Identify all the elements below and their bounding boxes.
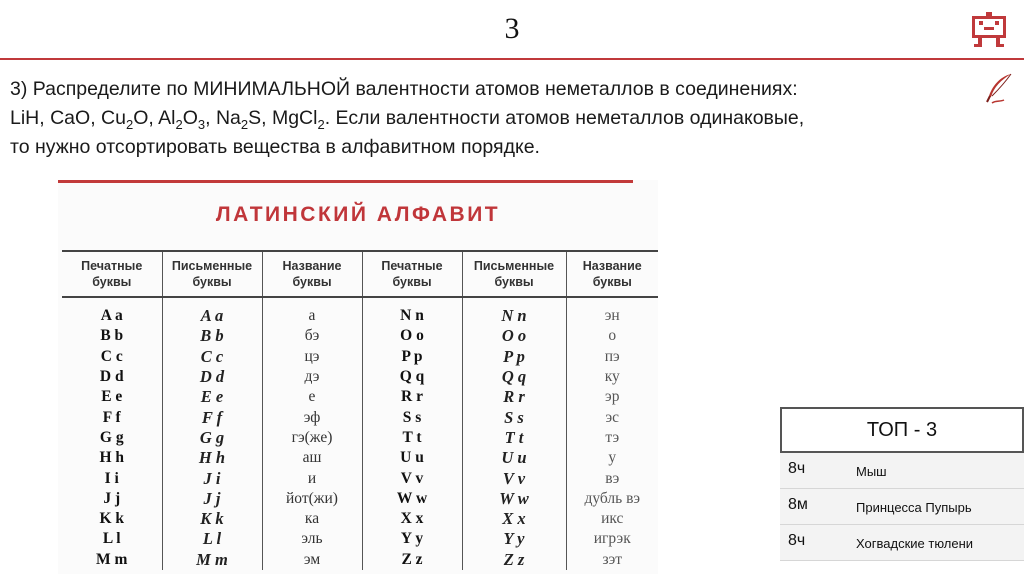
alphabet-row (62, 550, 658, 570)
letter-name: эн (566, 297, 658, 326)
written-letter: J i (162, 468, 262, 488)
letter-name: бэ (262, 326, 362, 346)
printed-letter: K k (99, 510, 125, 528)
written-letter: A a (162, 297, 262, 326)
written-letter: B b (162, 326, 262, 346)
letter-name: цэ (262, 347, 362, 367)
task-text (10, 75, 970, 162)
printed-letter: F f (102, 408, 121, 426)
alphabet-row (62, 387, 658, 407)
written-letter: T t (462, 428, 566, 448)
top3-name: Принцесса Пупырь (856, 500, 972, 515)
written-letter: N n (462, 297, 566, 326)
printed-letter: B b (100, 327, 124, 345)
letter-name: ку (566, 367, 658, 387)
printed-letter: N n (362, 297, 462, 326)
printed-letter: G g (99, 428, 124, 446)
latin-alphabet-image (58, 180, 658, 574)
letter-name: о (566, 326, 658, 346)
printed-letter: W w (362, 489, 462, 509)
written-letter: X x (462, 509, 566, 529)
alphabet-row (62, 347, 658, 367)
printed-letter: A a (100, 307, 123, 325)
printed-letter: Z z (362, 550, 462, 570)
printed-letter: Q q (362, 367, 462, 387)
alphabet-row (62, 509, 658, 529)
letter-name: йот(жи) (262, 489, 362, 509)
alphabet-header-row (62, 251, 658, 297)
letter-name: икс (566, 509, 658, 529)
letter-name: игрэк (566, 529, 658, 549)
printed-letter: H h (99, 449, 125, 467)
written-letter: S s (462, 407, 566, 427)
written-letter: Z z (462, 550, 566, 570)
top3-name: Мыш (856, 464, 887, 479)
letter-name: пэ (566, 347, 658, 367)
quill-pen-icon (984, 72, 1014, 104)
alphabet-table (62, 250, 658, 570)
task-line-1: 3) Распределите по МИНИМАЛЬНОЙ валентности атомов неметаллов в соединениях: (10, 78, 798, 100)
printed-letter: L l (102, 530, 121, 548)
alphabet-row (62, 489, 658, 509)
letter-name: дэ (262, 367, 362, 387)
printed-letter: T t (362, 428, 462, 448)
pixel-robot-icon (972, 12, 1006, 50)
alphabet-row (62, 407, 658, 427)
alphabet-row (62, 326, 658, 346)
written-letter: R r (462, 387, 566, 407)
letter-name: аш (262, 448, 362, 468)
slide-number: 3 (504, 12, 520, 45)
written-letter: K k (162, 509, 262, 529)
printed-letter: R r (362, 387, 462, 407)
printed-letter: M m (96, 550, 128, 568)
header-printed: Печатные буквы (62, 251, 162, 297)
header-written-2: Письменные буквы (462, 251, 566, 297)
printed-letter: Y y (362, 529, 462, 549)
written-letter: L l (162, 529, 262, 549)
letter-name: и (262, 468, 362, 488)
letter-name: ка (262, 509, 362, 529)
letter-name: зэт (566, 550, 658, 570)
printed-letter: C c (100, 347, 123, 365)
written-letter: Y y (462, 529, 566, 549)
letter-name: эм (262, 550, 362, 570)
alphabet-row (62, 468, 658, 488)
written-letter: C c (162, 347, 262, 367)
written-letter: O o (462, 326, 566, 346)
letter-name: дубль вэ (566, 489, 658, 509)
task-line-3: то нужно отсортировать вещества в алфавитном порядке. (10, 136, 540, 158)
alphabet-row (62, 428, 658, 448)
letter-name: у (566, 448, 658, 468)
letter-name: а (262, 297, 362, 326)
printed-letter: I i (104, 469, 119, 487)
alphabet-row (62, 529, 658, 549)
header-printed-2: Печатные буквы (362, 251, 462, 297)
letter-name: эль (262, 529, 362, 549)
written-letter: E e (162, 387, 262, 407)
top3-row (780, 453, 1024, 489)
top3-row (780, 525, 1024, 561)
written-letter: F f (162, 407, 262, 427)
top3-name: Хогвадские тюлени (856, 536, 974, 551)
alphabet-row (62, 297, 658, 326)
header-written: Письменные буквы (162, 251, 262, 297)
alphabet-top-line (58, 180, 633, 183)
letter-name: эф (262, 407, 362, 427)
written-letter: H h (162, 448, 262, 468)
top3-title: ТОП - 3 (780, 407, 1024, 453)
top3-panel (780, 407, 1024, 561)
printed-letter: X x (362, 509, 462, 529)
header-name-2: Название буквы (566, 251, 658, 297)
written-letter: V v (462, 468, 566, 488)
top3-level: 8ч (788, 460, 806, 477)
written-letter: U u (462, 448, 566, 468)
printed-letter: U u (362, 448, 462, 468)
printed-letter: E e (101, 388, 123, 406)
printed-letter: P p (362, 347, 462, 367)
written-letter: D d (162, 367, 262, 387)
top3-level: 8м (788, 496, 808, 513)
letter-name: тэ (566, 428, 658, 448)
header-divider (0, 58, 1024, 60)
letter-name: гэ(же) (262, 428, 362, 448)
letter-name: вэ (566, 468, 658, 488)
printed-letter: S s (362, 407, 462, 427)
written-letter: G g (162, 428, 262, 448)
letter-name: эс (566, 407, 658, 427)
top3-row (780, 489, 1024, 525)
written-letter: Q q (462, 367, 566, 387)
task-line-2: LiH, CaO, $Cu_2O$, $Al_2O_3$, $Na_2S$, MgCl$_2$. Если валентности атомов неметаллов одинаковые, (10, 107, 805, 132)
written-letter: W w (462, 489, 566, 509)
printed-letter: V v (362, 468, 462, 488)
letter-name: эр (566, 387, 658, 407)
header-name: Название буквы (262, 251, 362, 297)
written-letter: J j (162, 489, 262, 509)
printed-letter: J j (103, 489, 121, 507)
printed-letter: D d (99, 368, 124, 386)
alphabet-title: ЛАТИНСКИЙ АЛФАВИТ (215, 203, 501, 226)
written-letter: M m (162, 550, 262, 570)
letter-name: е (262, 387, 362, 407)
alphabet-row (62, 448, 658, 468)
printed-letter: O o (362, 326, 462, 346)
top3-level: 8ч (788, 532, 806, 549)
alphabet-row (62, 367, 658, 387)
written-letter: P p (462, 347, 566, 367)
